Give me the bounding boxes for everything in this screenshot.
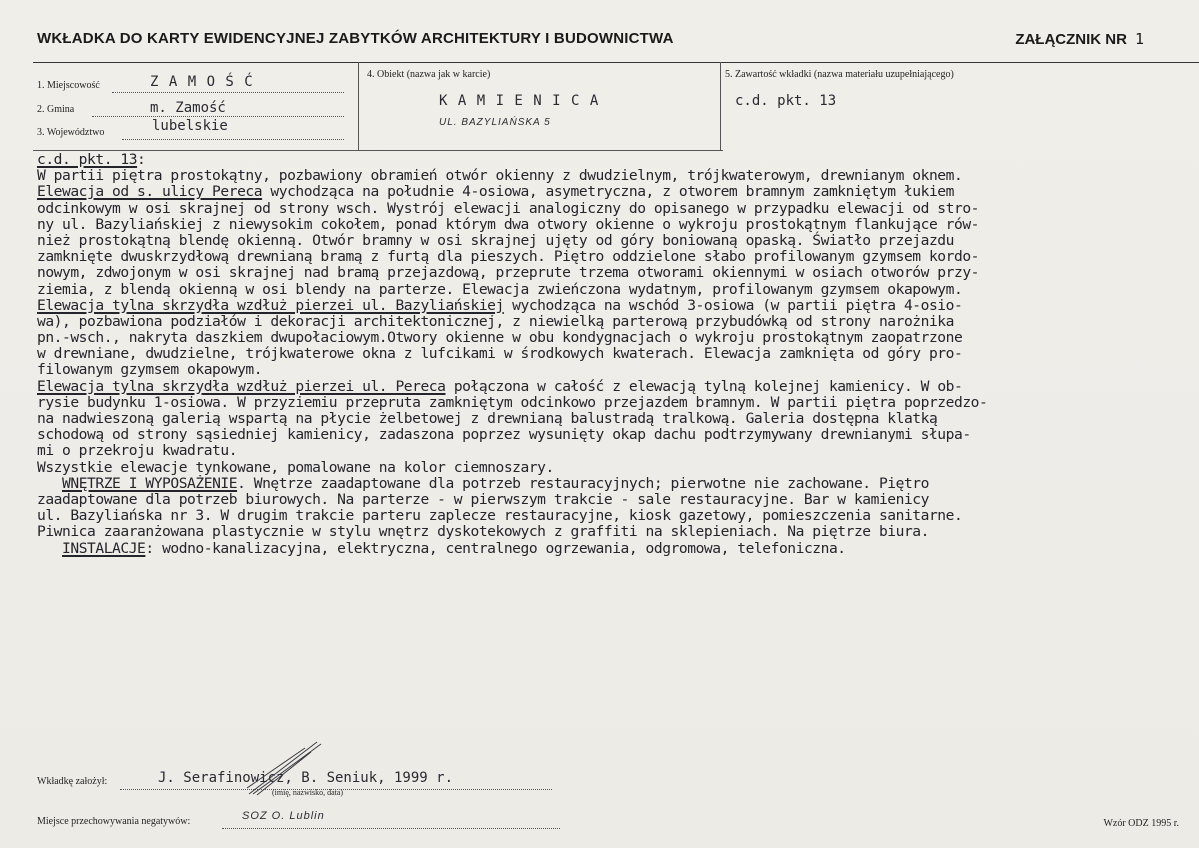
- body-line: [37, 201, 1199, 217]
- body-line: [37, 411, 1199, 427]
- body-text-segment: zamknięte dwuskrzydłową drewnianą bramą z furtą dla pieszych. Piętro oddzielone słabo profilowanym gzymsem kordo-: [37, 248, 979, 266]
- prepared-hint: (imię, nazwisko, data): [272, 788, 344, 797]
- body-text-segment: wychodząca na wschód 3-osiowa (w partii piętra 4-osio-: [503, 296, 963, 314]
- contents-label: 5. Zawartość wkładki (nazwa materiału uzupełniającego): [725, 69, 954, 80]
- body-text-segment: filowanym gzymsem okapowym.: [37, 361, 263, 379]
- body-line: [37, 508, 1199, 524]
- body-text-segment: połączona w całość z elewacją tylną kolejnej kamienicy. W ob-: [445, 377, 963, 395]
- description-body: [37, 152, 1199, 557]
- body-text-segment: [37, 475, 62, 492]
- body-text-segment: :: [137, 151, 146, 168]
- annex-label-text: ZAŁĄCZNIK NR: [1015, 31, 1127, 48]
- column-divider-2: [720, 62, 721, 150]
- body-line: [37, 184, 1199, 200]
- body-line: [37, 460, 1199, 476]
- body-line: [37, 395, 1199, 411]
- body-text-segment: w drewniane, dwudzielne, trójkwaterowe okna z lufcikami w środkowych kwaterach. Elewacja zamknięta od góry pro-: [37, 345, 963, 363]
- body-line: [37, 217, 1199, 233]
- annex-number: 1: [1134, 30, 1144, 48]
- locality-dots: [112, 92, 344, 93]
- body-line: [37, 152, 1199, 168]
- body-text-segment: [37, 540, 62, 557]
- body-line: [37, 249, 1199, 265]
- body-text-segment: zaadaptowane dla potrzeb biurowych. Na parterze - w pierwszym trakcie - sale restauracyjne. Bar w kamienicy: [37, 490, 929, 508]
- negatives-dots: [222, 828, 560, 829]
- form-title: WKŁADKA DO KARTY EWIDENCYJNEJ ZABYTKÓW ARCHITEKTURY I BUDOWNICTWA: [37, 30, 674, 47]
- section-heading: Elewacja tylna skrzydła wzdłuż pierzei ul. Pereca: [37, 377, 446, 395]
- body-text-segment: pn.-wsch., nakryta daszkiem dwupołaciowym.Otwory okienne w obu kondygnacjach o wykroju prostokątnym zaopatrzone: [37, 329, 963, 347]
- section-heading: WNĘTRZE I WYPOSAŻENIE: [62, 474, 238, 492]
- commune-value: m. Zamość: [150, 100, 226, 116]
- body-line: [37, 314, 1199, 330]
- body-text-segment: ziemia, z blendą okienną w osi blendy na parterze. Elewacja zwieńczona wydatnym, profilowanym gzymsem okapowym.: [37, 280, 963, 298]
- body-text-segment: Wszystkie elewacje tynkowane, pomalowane na kolor ciemnoszary.: [37, 458, 554, 476]
- body-line: [37, 233, 1199, 249]
- column-divider-1: [358, 62, 359, 150]
- body-line: [37, 443, 1199, 459]
- section-heading: c.d. pkt. 13: [37, 151, 138, 168]
- negatives-label: Miejsce przechowywania negatywów:: [37, 816, 191, 827]
- locality-label: 1. Miejscowość: [37, 80, 100, 91]
- body-text-segment: nież prostokątną blendę okienną. Otwór bramny w osi skrajnej ujęty od góry boniowaną opaską. Światło przejazdu: [37, 231, 954, 249]
- body-text-segment: ny ul. Bazyliańskiej z niewysokim cokołem, ponad którym dwa otwory okienne o wykroju prostokątnym flankujące rów-: [37, 215, 979, 233]
- body-line: [37, 379, 1199, 395]
- header-rule: [33, 62, 1199, 63]
- section-heading: INSTALACJE: [62, 539, 146, 557]
- commune-dots: [92, 116, 344, 117]
- body-text-segment: . Wnętrze zaadaptowane dla potrzeb restauracyjnych; pierwotne nie zachowane. Piętro: [237, 474, 929, 492]
- voivodeship-dots: [122, 139, 344, 140]
- body-line: [37, 346, 1199, 362]
- body-line: [37, 168, 1199, 184]
- body-line: [37, 427, 1199, 443]
- voivodeship-label: 3. Województwo: [37, 127, 105, 138]
- body-text-segment: wychodząca na południe 4-osiowa, asymetryczna, z otworem bramnym zamkniętym łukiem: [262, 183, 954, 201]
- body-text-segment: ul. Bazyliańska nr 3. W drugim trakcie parteru zaplecze restauracyjne, kiosk gazetowy, pomieszczenia sanitarne.: [37, 507, 963, 525]
- body-line: [37, 265, 1199, 281]
- object-value: K A M I E N I C A: [439, 93, 600, 109]
- body-text-segment: schodową od strony sąsiedniej kamienicy, zadaszona poprzez wysunięty okap dachu podtrzymywany drewnianymi słupa-: [37, 426, 971, 444]
- section-heading: Elewacja od s. ulicy Pereca: [37, 183, 263, 201]
- object-label: 4. Obiekt (nazwa jak w karcie): [367, 69, 491, 80]
- body-text-segment: odcinkowym w osi skrajnej od strony wsch. Wystrój elewacji analogiczny do opisanego w przypadku elewacji od stro-: [37, 199, 979, 217]
- form-code: Wzór ODZ 1995 r.: [1103, 818, 1179, 829]
- body-text-segment: nowym, zdwojonym w osi skrajnej nad bramą przejazdową, przeprute trzema otworami okiennymi w osiach otworów przy-: [37, 264, 979, 282]
- prepared-label: Wkładkę założył:: [37, 776, 108, 787]
- commune-label: 2. Gmina: [37, 104, 75, 115]
- body-line: [37, 492, 1199, 508]
- negatives-handwritten: SOZ O. Lublin: [242, 810, 325, 822]
- body-text-segment: : wodno-kanalizacyjna, elektryczna, centralnego ogrzewania, odgromowa, telefoniczna.: [145, 539, 846, 557]
- signature-mark: [245, 738, 325, 798]
- body-line: [37, 330, 1199, 346]
- locality-value: Z A M O Ś Ć: [150, 74, 254, 90]
- annex-label: [1015, 30, 1144, 48]
- body-text-segment: Piwnica zaaranżowana plastycznie w stylu wnętrz dyskotekowych z graffiti na sklepieniach. Na piętrze biura.: [37, 523, 929, 541]
- body-text-segment: wa), pozbawiona podziałów i dekoracji architektonicznej, z niewielką parterową przybudówką od strony narożnika: [37, 312, 954, 330]
- body-text-segment: mi o przekroju kwadratu.: [37, 442, 238, 460]
- body-line: [37, 298, 1199, 314]
- body-text-segment: rysie budynku 1-osiowa. W przyziemiu przepruta zamkniętym odcinkowo przejazdem bramnym. W partii piętra poprzedzo-: [37, 393, 988, 411]
- prepared-value: J. Serafinowicz, B. Seniuk, 1999 r.: [158, 770, 454, 786]
- contents-value: c.d. pkt. 13: [735, 93, 837, 109]
- body-line: [37, 362, 1199, 378]
- body-line: [37, 541, 1199, 557]
- body-text-segment: W partii piętra prostokątny, pozbawiony obramień otwór okienny z dwudzielnym, trójkwaterowym, drewnianym oknem.: [37, 167, 963, 185]
- body-text-segment: na nadwieszoną galerią wspartą na płycie żelbetowej z drewnianą balustradą tralkową. Galeria dostępna klatką: [37, 410, 938, 427]
- body-line: [37, 524, 1199, 540]
- voivodeship-value: lubelskie: [152, 118, 228, 134]
- body-line: [37, 282, 1199, 298]
- section-heading: Elewacja tylna skrzydła wzdłuż pierzei ul. Bazyliańskiej: [37, 296, 504, 314]
- body-line: [37, 476, 1199, 492]
- object-address-handwritten: UL. BAZYLIAŃSKA 5: [439, 117, 551, 128]
